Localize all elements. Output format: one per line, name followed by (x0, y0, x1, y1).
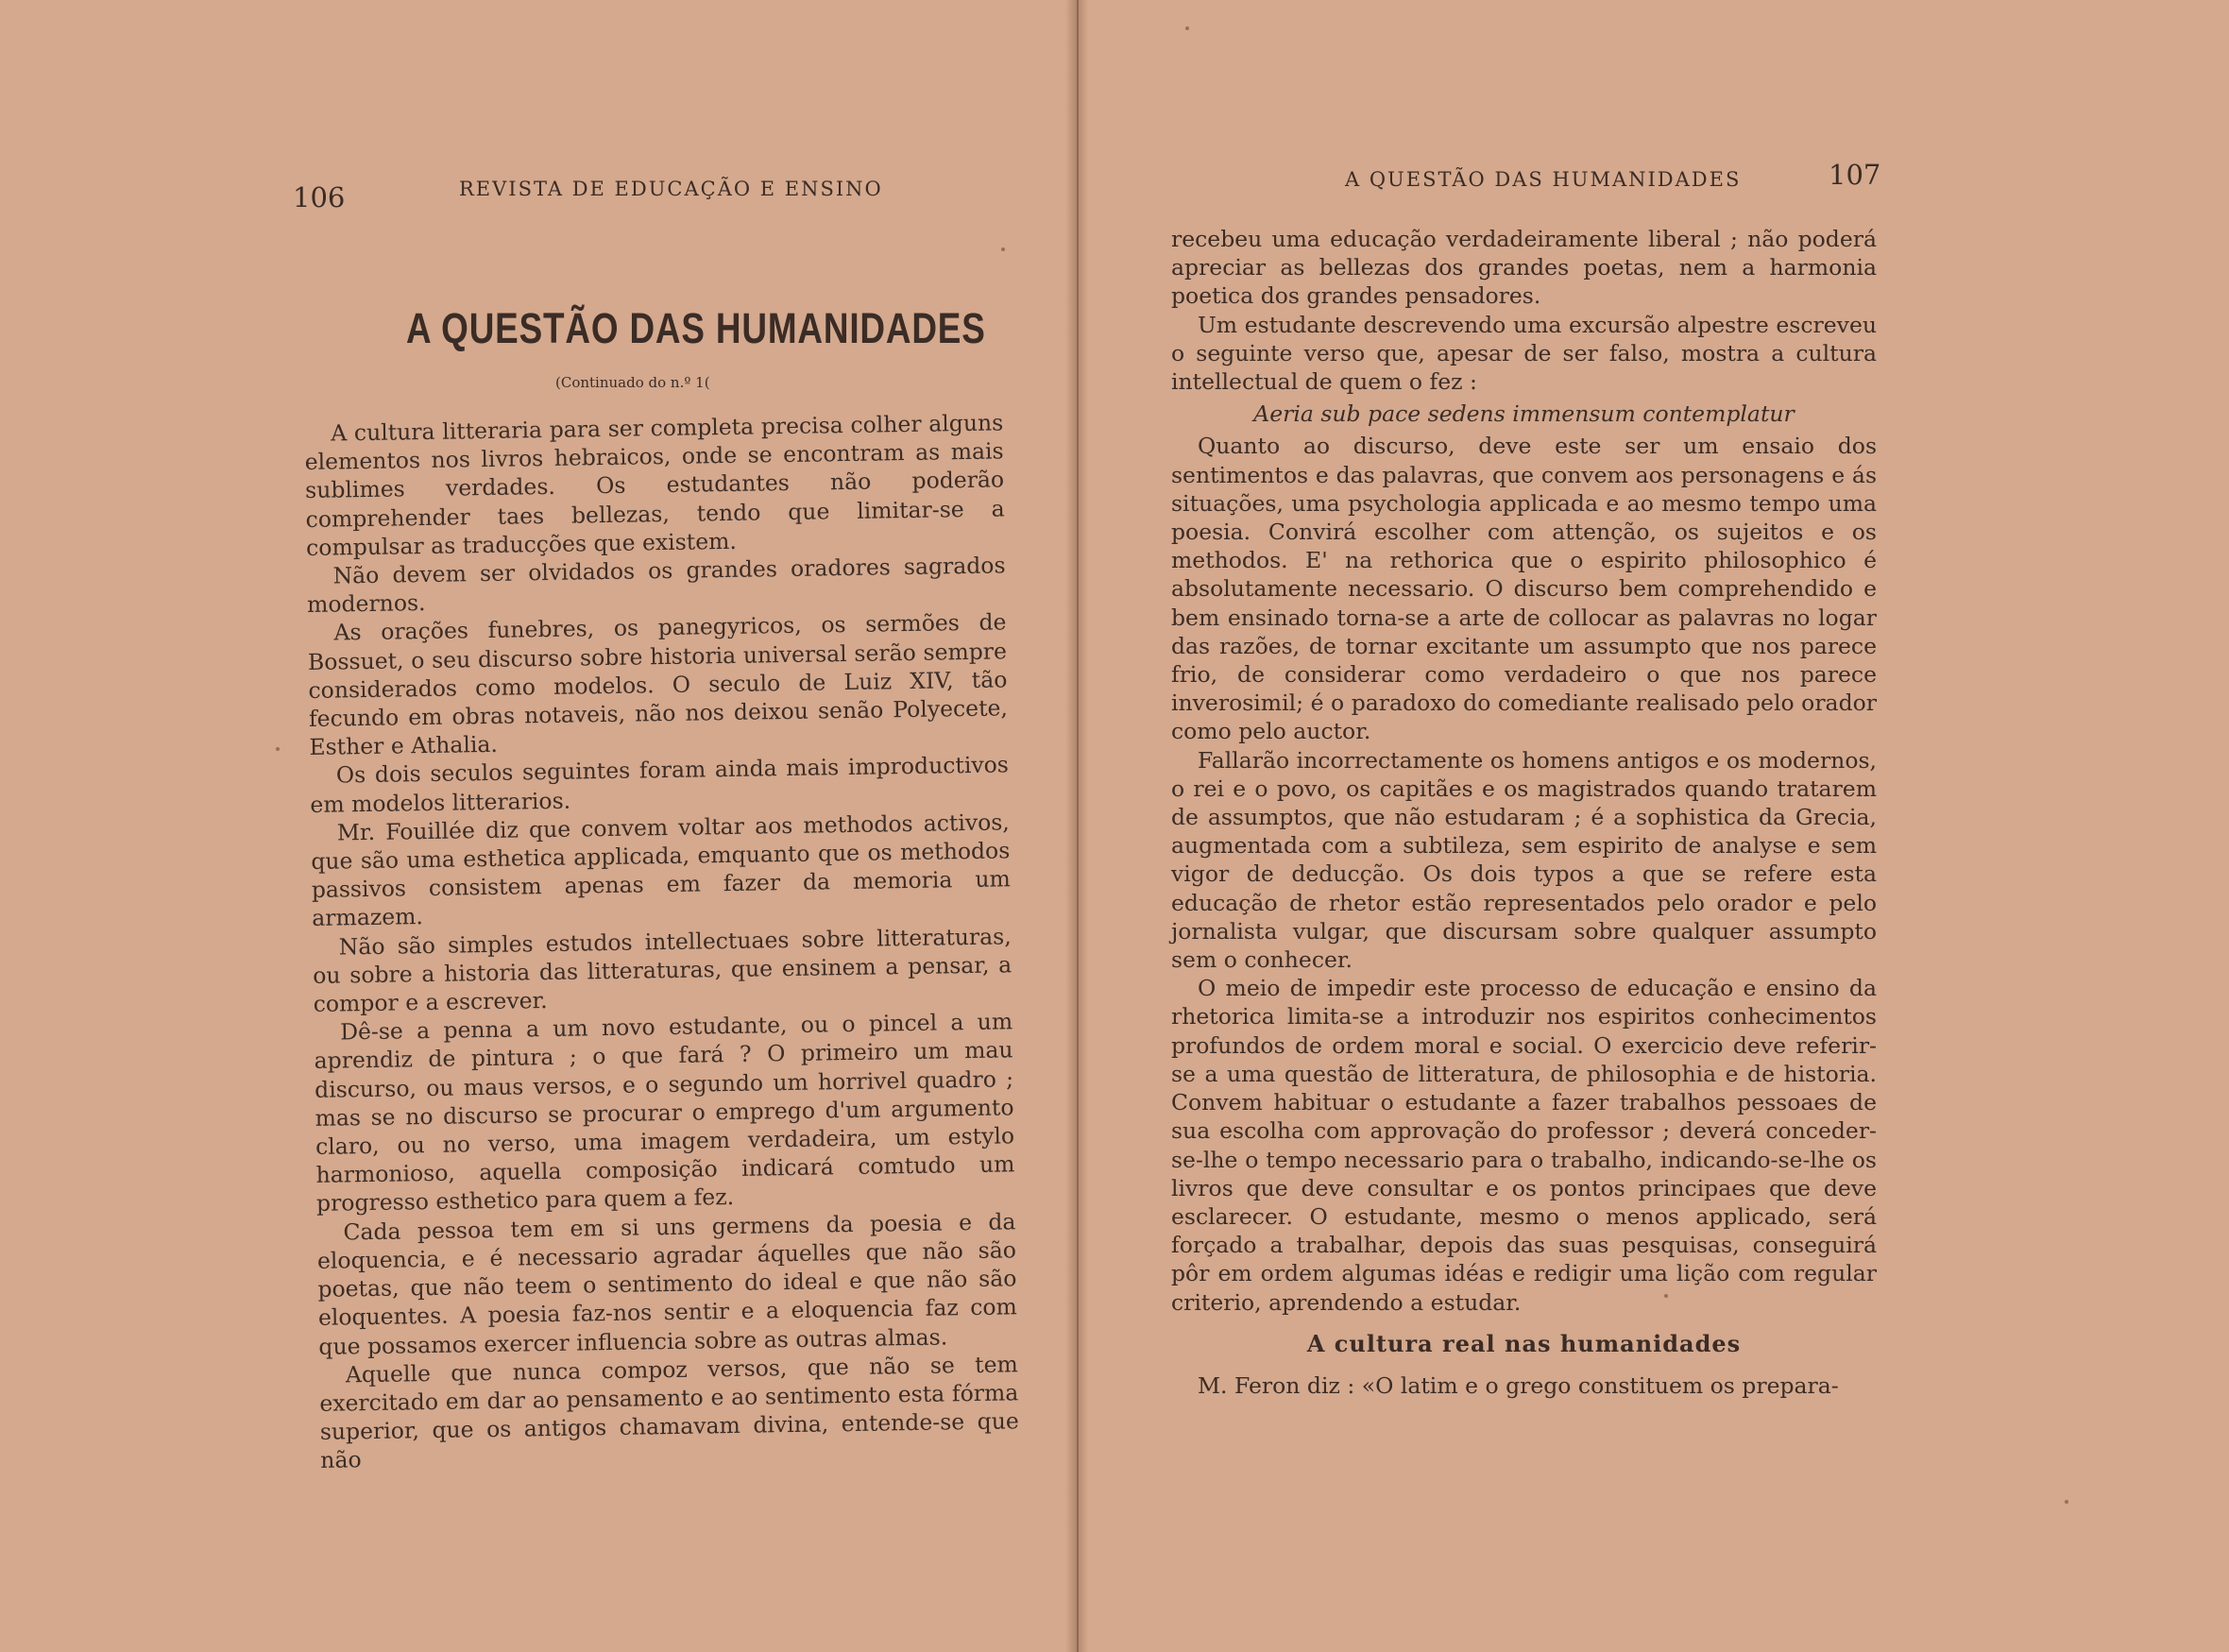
article-title: A QUESTÃO DAS HUMANIDADES (406, 304, 986, 352)
paper-speck (1185, 26, 1189, 30)
right-page-number: 107 (1829, 159, 1881, 191)
paragraph: recebeu uma educação verdadeiramente liberal ; não poderá apreciar as bellezas dos grandes poetas, nem a harmonia poetica dos grandes pensadores. (1171, 226, 1877, 310)
continuation-note: (Continuado do n.º 1( (555, 374, 710, 391)
paragraph: Cada pessoa tem em si uns germens da poesia e da eloquencia, e é necessario agradar áquelles que não são poetas, que não teem o sentimento do ideal e que não são eloquentes. A poesia faz-nos sentir e a eloquencia faz com que possamos exercer influencia sobre as outras almas. (316, 1207, 1018, 1360)
left-body-text (304, 408, 1019, 1474)
left-page (0, 0, 1065, 1652)
paragraph: A cultura litteraria para ser completa precisa colher alguns elementos nos livros hebraicos, onde se encontram as mais sublimes verdades. Os estudantes não poderão comprehender taes bellezas, tendo que limitar-se a compulsar as traducções que existem. (304, 409, 1005, 561)
right-body-text (1171, 225, 1877, 1400)
section-heading: A cultura real nas humanidades (1306, 1329, 1742, 1357)
paragraph: Mr. Fouillée diz que convem voltar aos methodos activos, que são uma esthetica applicada, emquanto que os methodos passivos consistem apenas em fazer da memoria um armazem. (311, 809, 1011, 932)
gutter-fold-line (1077, 0, 1079, 1652)
latin-verse: Aeria sub pace sedens immensum contemplatur (1253, 400, 1795, 428)
paragraph: Não são simples estudos intellectuaes sobre litteraturas, ou sobre a historia das litteraturas, que ensinem a pensar, a compor e a escrever. (313, 922, 1012, 1017)
left-page-number: 106 (293, 181, 346, 213)
left-running-head: REVISTA DE EDUCAÇÃO E ENSINO (459, 178, 883, 200)
right-running-head: A QUESTÃO DAS HUMANIDADES (1345, 168, 1742, 191)
paragraph: Não devem ser olvidados os grandes oradores sagrados modernos. (306, 552, 1006, 619)
paper-speck (1664, 1294, 1668, 1298)
paragraph: O meio de impedir este processo de educação e ensino da rhetorica limita-se a introduzir nos espiritos conhecimentos profundos de ordem moral e social. O exercicio deve referir-se a uma questão de litteratura, de philosophia e de historia. Convem habituar o estudante a fazer trabalhos pessoaes de sua escolha com approvação do professor ; deverá conceder-se-lhe o tempo necessario para o trabalho, indicando-se-lhe os livros que deve consultar e os pontos principaes que deve esclarecer. O estudante, mesmo o menos applicado, será forçado a trabalhar, depois das suas pesquisas, conseguirá pôr em ordem algumas idéas e redigir uma lição com regular criterio, aprendendo a estudar. (1171, 975, 1877, 1316)
paragraph: As orações funebres, os panegyricos, os sermões de Bossuet, o seu discurso sobre historia universal serão sempre considerados como modelos. O seculo de Luiz XIV, tão fecundo em obras notaveis, não nos deixou senão Polyecete, Esther e Athalia. (307, 608, 1009, 761)
paragraph: Os dois seculos seguintes foram ainda mais improductivos em modelos litterarios. (310, 751, 1010, 818)
paragraph: Quanto ao discurso, deve este ser um ensaio dos sentimentos e das palavras, que convem aos personagens e ás situações, uma psychologia applicada e ao mesmo tempo uma poesia. Convirá escolher com attenção, os sujeitos e os methodos. E' na rethorica que o espirito philosophico é absolutamente necessario. O discurso bem comprehendido e bem ensinado torna-se a arte de collocar as palavras no logar das razões, de tornar excitante um assumpto que nos parece frio, de considerar como verdadeiro o que nos parece inverosimil; é o paradoxo do comediante realisado pelo orador como pelo auctor. (1171, 433, 1877, 745)
paper-speck (1001, 247, 1005, 251)
paragraph: Um estudante descrevendo uma excursão alpestre escreveu o seguinte verso que, apesar de ser falso, mostra a cultura intellectual de quem o fez : (1171, 311, 1877, 396)
paper-speck (276, 747, 280, 751)
paragraph: Aquelle que nunca compoz versos, que não se tem exercitado em dar ao pensamento e ao sentimento esta fórma superior, que os antigos chamavam divina, entende-se que não (319, 1350, 1019, 1474)
paragraph: M. Feron diz : «O latim e o grego constituem os prepara- (1198, 1371, 1839, 1399)
paragraph: Dê-se a penna a um novo estudante, ou o pincel a um aprendiz de pintura ; o que fará ? O primeiro um mau discurso, ou maus versos, e o segundo um horrivel quadro ; mas se no discurso se procurar o emprego d'um argumento claro, ou no verso, uma imagem verdadeira, um estylo harmonioso, aquella composição indicará comtudo um progresso esthetico para quem a fez. (314, 1008, 1015, 1218)
paper-speck (2065, 1500, 2068, 1504)
paragraph: Fallarão incorrectamente os homens antigos e os modernos, o rei e o povo, os capitães e os magistrados quando tratarem de assumptos, que não estudaram ; é a sophistica da Grecia, augmentada com a subtileza, sem espirito de analyse e sem vigor de deducção. Os dois typos a que se refere esta educação de rhetor estão representados pelo orador e pelo jornalista vulgar, que discursam sobre qualquer assumpto sem o conhecer. (1171, 746, 1877, 974)
